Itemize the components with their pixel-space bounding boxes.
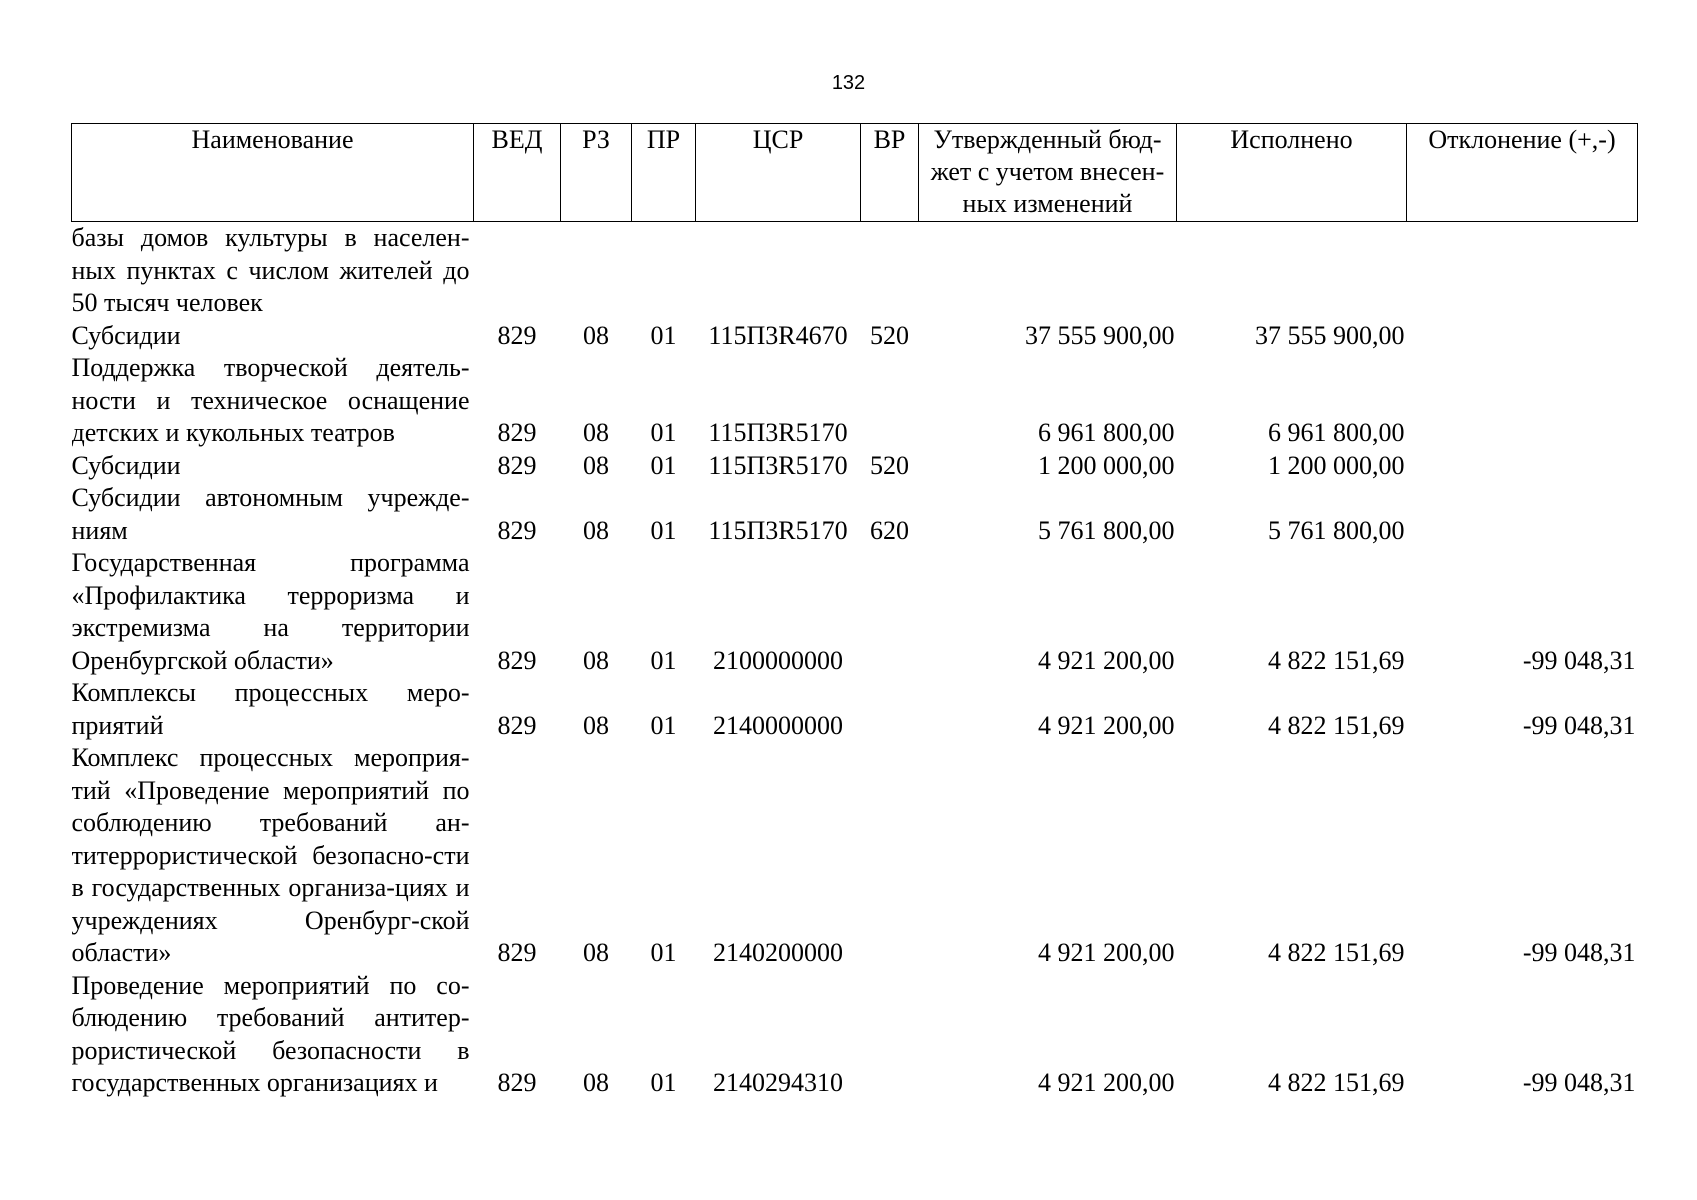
table-row [72,222,1638,320]
row-ved: 829 [497,938,537,967]
row-approved-budget [919,222,1177,320]
row-pr [632,222,696,320]
row-deviation: -99 048,31 [1522,710,1636,740]
table-row [72,352,1638,450]
table-row [72,320,1638,353]
row-ved: 829 [497,450,537,480]
row-ved: 829 [497,418,537,447]
row-vr [861,677,919,742]
row-vr [861,222,919,320]
header-vr: ВР [861,124,919,222]
row-rz: 08 [583,645,609,675]
header-rz: РЗ [561,124,632,222]
row-executed: 6 961 800,00 [1268,418,1405,447]
row-name: Комплексы процессных меро-приятий [71,678,470,740]
row-csr: 115П3R5170 [708,515,848,545]
row-vr: 620 [870,515,909,545]
header-name: Наименование [72,124,474,222]
row-ved: 829 [497,1068,537,1097]
budget-execution-table [71,123,1638,1100]
row-approved-budget: 4 921 200,00 [1038,645,1175,675]
row-executed: 5 761 800,00 [1268,515,1405,545]
page-number: 132 [831,72,866,94]
header-executed: Исполнено [1177,124,1407,222]
row-pr: 01 [650,418,677,447]
row-name: Субсидии автономным учрежде-ниям [71,483,470,545]
header-deviation: Отклонение (+,-) [1407,124,1638,222]
row-pr: 01 [650,320,677,350]
row-vr [861,742,919,970]
row-executed: 37 555 900,00 [1255,320,1405,350]
header-csr: ЦСР [696,124,861,222]
table-row [72,450,1638,483]
row-approved-budget: 4 921 200,00 [1038,938,1175,967]
row-name: Проведение мероприятий по со-блюдению требований антитер-рористической безопасности в государственных организациях и [71,970,470,1097]
row-csr: 2140294310 [713,1068,843,1097]
row-vr [861,547,919,677]
table-row [72,677,1638,742]
row-approved-budget: 1 200 000,00 [1038,450,1175,480]
row-approved-budget: 37 555 900,00 [1025,320,1175,350]
header-ved: ВЕД [474,124,561,222]
row-rz: 08 [583,450,609,480]
row-executed: 4 822 151,69 [1268,938,1405,967]
row-rz: 08 [583,515,609,545]
row-ved: 829 [497,515,537,545]
row-ved: 829 [497,320,537,350]
row-name: Государственная программа «Профилактика терроризма и экстремизма на территории Оренбургской области» [71,548,470,675]
row-pr: 01 [650,938,677,967]
row-name: Субсидии [71,450,181,480]
table-row [72,970,1638,1100]
row-executed: 4 822 151,69 [1268,1068,1405,1097]
row-name: базы домов культуры в населен-ных пунктах с числом жителей до 50 тысяч человек [71,223,470,317]
row-ved: 829 [497,645,537,675]
row-executed [1177,222,1407,320]
row-deviation [1407,482,1638,547]
table-row [72,547,1638,677]
row-name: Комплекс процессных мероприя-тий «Проведение мероприятий по соблюдению требований ан-титеррористической безопасно-сти в государственных организа-циях и учреждениях Оренбург-ской области» [71,743,470,967]
row-csr: 2140200000 [713,938,843,967]
row-rz: 08 [583,938,609,967]
row-rz: 08 [583,418,609,447]
row-executed: 4 822 151,69 [1268,710,1405,740]
row-deviation [1407,352,1638,450]
header-pr: ПР [632,124,696,222]
row-deviation [1407,450,1638,483]
row-pr: 01 [650,450,677,480]
header-approved-budget: Утвержденный бюд-жет с учетом внесен-ных изменений [919,124,1177,222]
table-row [72,742,1638,970]
row-csr: 2140000000 [713,710,843,740]
row-approved-budget: 6 961 800,00 [1038,418,1175,447]
row-rz: 08 [583,710,609,740]
row-vr: 520 [870,450,909,480]
row-approved-budget: 4 921 200,00 [1038,710,1175,740]
row-csr: 115П3R4670 [708,320,848,350]
row-pr: 01 [650,1068,677,1097]
row-deviation [1407,222,1638,320]
row-name: Поддержка творческой деятель-ности и техническое оснащение детских и кукольных театров [71,353,470,447]
row-deviation: -99 048,31 [1522,645,1636,675]
row-pr: 01 [650,645,677,675]
row-vr [861,970,919,1100]
row-rz [561,222,632,320]
row-ved [474,222,561,320]
row-rz: 08 [583,320,609,350]
row-vr [861,352,919,450]
row-ved: 829 [497,710,537,740]
row-deviation: -99 048,31 [1522,938,1636,967]
row-pr: 01 [650,710,677,740]
row-name: Субсидии [71,320,181,350]
table-header-row [72,124,1638,222]
row-pr: 01 [650,515,677,545]
row-approved-budget: 5 761 800,00 [1038,515,1175,545]
row-csr [696,222,861,320]
row-approved-budget: 4 921 200,00 [1038,1068,1175,1097]
table-row [72,482,1638,547]
row-deviation [1407,320,1638,353]
row-rz: 08 [583,1068,609,1097]
row-executed: 1 200 000,00 [1268,450,1405,480]
row-executed: 4 822 151,69 [1268,645,1405,675]
row-csr: 115П3R5170 [708,418,848,447]
row-vr: 520 [870,320,909,350]
row-csr: 115П3R5170 [708,450,848,480]
row-deviation: -99 048,31 [1522,1068,1636,1097]
row-csr: 2100000000 [713,645,843,675]
